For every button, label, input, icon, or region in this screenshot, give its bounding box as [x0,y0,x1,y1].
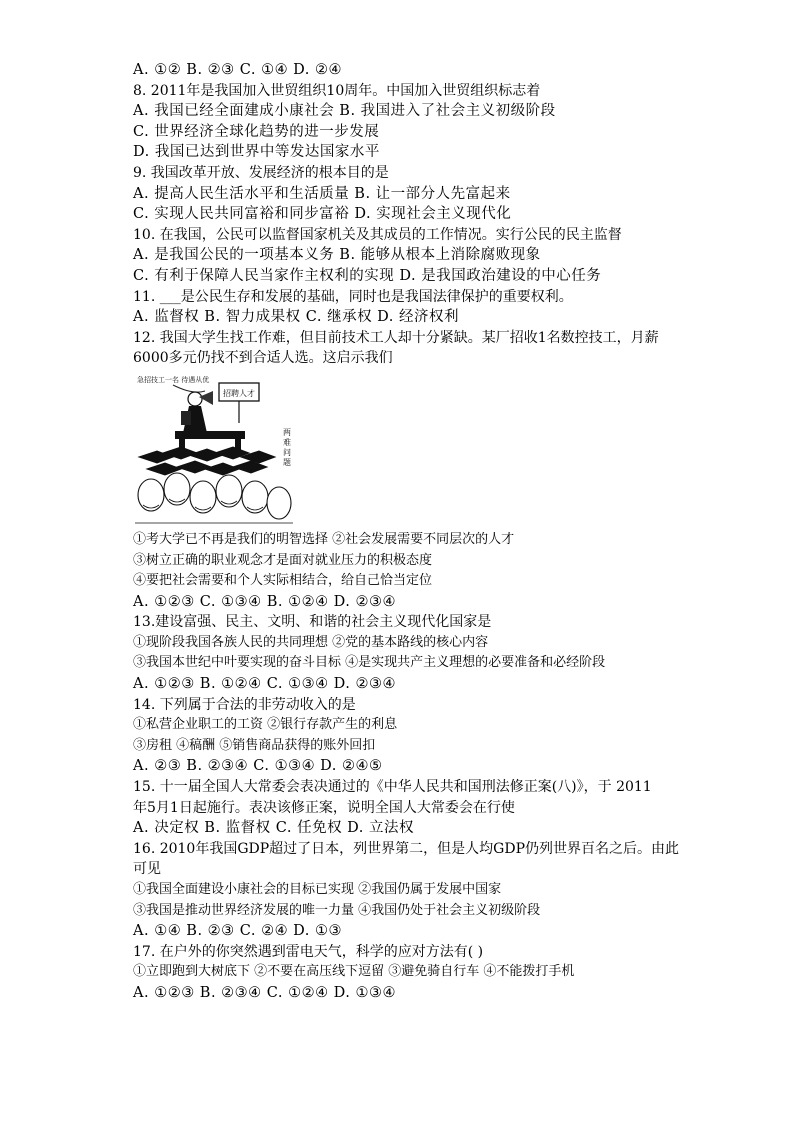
answer-options: A. 提高人民生活水平和生活质量 B. 让一部分人先富起来 [133,185,511,202]
text-line: ①我国全面建设小康社会的目标已实现 ②我国仍属于发展中国家 [133,882,502,897]
text-line: 11. ___是公民生存和发展的基础，同时也是我国法律保护的重要权利。 [133,288,573,305]
cartoon-lettering-banner [137,375,209,384]
text-line: ③房租 ④稿酬 ⑤销售商品获得的账外回扣 [133,737,376,753]
answer-options: A. ①②③ B. ①②④ C. ①③④ D. ②③④ [133,676,397,693]
text-line: 可见 [133,861,161,878]
answer-options: C. 世界经济全球化趋势的进一步发展 [133,123,380,140]
text-line: 8. 2011年是我国加入世贸组织10周年。中国加入世贸组织标志着 [133,82,541,99]
text-line: ①立即跑到大树底下 ②不要在高压线下逗留 ③避免骑自行车 ④不能拨打手机 [133,964,575,980]
text-line: ③我国是推动世界经济发展的唯一力量 ④我国仍处于社会主义初级阶段 [133,902,541,918]
text-line: ①现阶段我国各族人民的共同理想 ②党的基本路线的核心内容 [133,634,489,650]
text-line: 13.建设富强、民主、文明、和谐的社会主义现代化国家是 [133,614,492,631]
text-line: 年5月1日起施行。表决该修正案，说明全国人大常委会在行使 [133,799,515,816]
answer-options: A. ①②③ B. ②③④ C. ①②④ D. ①③④ [133,984,397,1001]
svg-text:招聘人才: 招聘人才 [223,388,255,398]
crowd-caps [139,447,275,475]
answer-options: A. 决定权 B. 监督权 C. 任免权 D. 立法权 [133,820,415,837]
text-line: ③我国本世纪中叶要实现的奋斗目标 ④是实现共产主义理想的必要准备和必经阶段 [133,655,606,671]
answer-options: C. 有利于保障人民当家作主权利的实现 D. 是我国政治建设的中心任务 [133,267,602,284]
answer-options: A. 监督权 B. 智力成果权 C. 继承权 D. 经济权利 [133,309,460,326]
text-line: ④要把社会需要和个人实际相结合，给自己恰当定位 [133,573,433,589]
answer-options: A. 是我国公民的一项基本义务 B. 能够从根本上消除腐败现象 [133,247,541,264]
cartoon-illustration [133,373,295,528]
question-block-after-image [133,530,679,1004]
text-line: 17. 在户外的你突然遇到雷电天气，科学的应对方法有( ) [133,943,484,960]
recruit-sign [219,383,259,423]
answer-options: A. ①② B. ②③ C. ①④ D. ②④ [133,62,343,78]
answer-options: A. ①④ B. ②③ C. ②④ D. ①③ [133,923,343,940]
text-line: ①考大学已不再是我们的明智选择 ②社会发展需要不同层次的人才 [133,531,515,547]
text-line: 15. 十一届全国人大常委会表决通过的《中华人民共和国刑法修正案(八)》，于 2011 [133,779,652,796]
crowd-heads [138,473,291,519]
answer-options: D. 我国已达到世界中等发达国家水平 [133,144,380,161]
text-line: 12. 我国大学生找工作难，但目前技术工人却十分紧缺。某厂招收1名数控技工，月薪 [133,329,659,346]
text-line: 6000多元仍找不到合适人选。这启示我们 [133,350,393,367]
answer-options: A. ①②③ C. ①③④ B. ①②④ D. ②③④ [133,593,397,610]
cartoon-lettering-side [283,428,294,467]
text-line: ①私营企业职工的工资 ②银行存款产生的利息 [133,717,398,733]
text-line: 16. 2010年我国GDP超过了日本，列世界第二，但是人均GDP仍列世界百名之后。由此 [133,840,679,857]
recruiter-figure [181,391,213,433]
text-line: 14. 下列属于合法的非劳动收入的是 [133,696,356,713]
document-page [133,60,679,1004]
text-line: 9. 我国改革开放、发展经济的根本目的是 [133,164,389,181]
svg-text:两 难 问: 两 难 问 题 [283,427,291,467]
answer-options: C. 实现人民共同富裕和同步富裕 D. 实现社会主义现代化 [133,206,512,223]
question-block-before-image [133,60,673,369]
answer-options: A. ②③ B. ②③④ C. ①③④ D. ②④⑤ [133,758,383,775]
svg-text:急招技工一名 待遇从优: 急招技工一名 待遇从优 [137,375,210,384]
text-line: 10. 在我国，公民可以监督国家机关及其成员的工作情况。实行公民的民主监督 [133,226,622,243]
answer-options: A. 我国已经全面建成小康社会 B. 我国进入了社会主义初级阶段 [133,103,556,120]
text-line: ③树立正确的职业观念才是面对就业压力的积极态度 [133,552,433,568]
